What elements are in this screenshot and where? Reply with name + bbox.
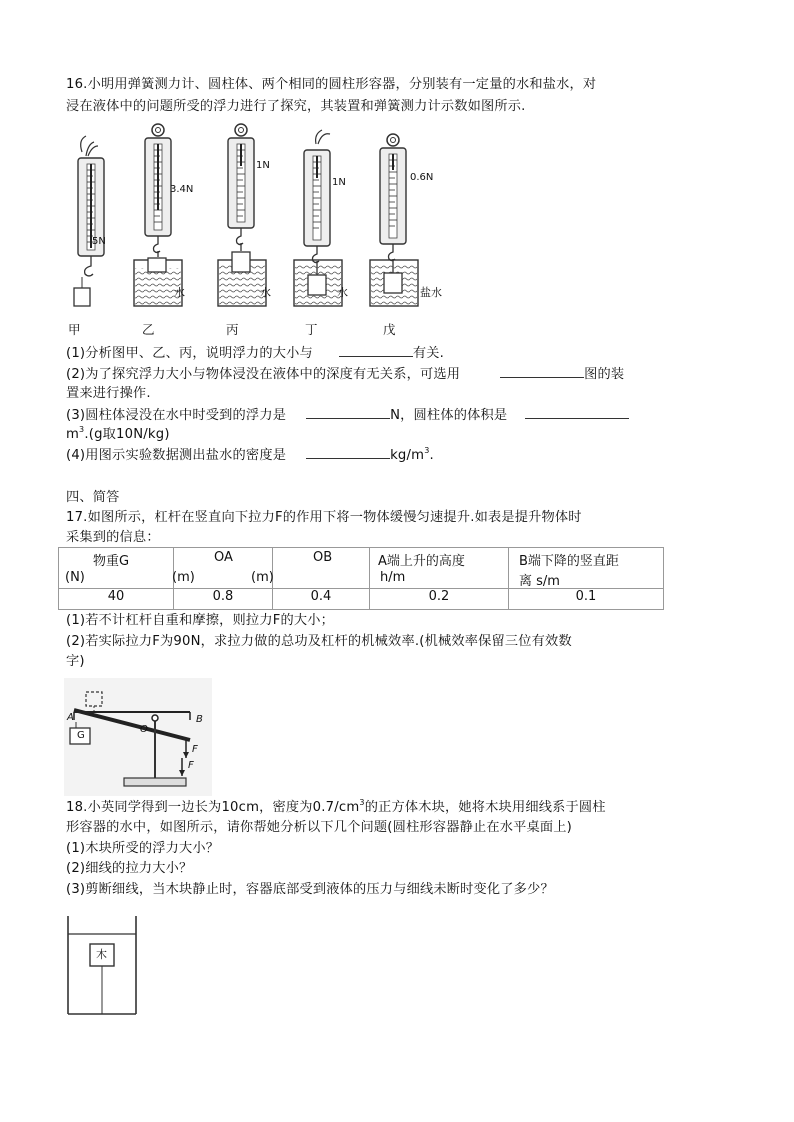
q16-sub2: (2)为了探究浮力大小与物体浸没在液体中的深度有无关系，可选用 图的装 <box>66 367 625 382</box>
q16-sub2-cont: 置来进行操作. <box>66 386 151 401</box>
header-oa-unit: (m) <box>172 570 195 585</box>
cell-b: 0.1 <box>509 589 664 610</box>
q18-line1: 18.小英同学得到一边长为10cm，密度为$0.7/cm^3$的正方体木块，她将木块用细线系于圆柱 <box>66 798 606 815</box>
scale-wu <box>370 134 418 306</box>
label-yi: 乙 <box>142 322 155 337</box>
label-g: G <box>77 730 85 741</box>
label-ding: 丁 <box>305 322 318 337</box>
q16-sub3-blank2[interactable] <box>525 406 629 419</box>
q16-sub4: (4)用图示实验数据测出盐水的密度是 $kg/m^3$. <box>66 446 434 463</box>
q17-line2: 采集到的信息： <box>66 530 160 545</box>
q16-sub3-blank1[interactable] <box>306 406 390 419</box>
q16-sub3: (3)圆柱体浸没在水中时受到的浮力是 N，圆柱体的体积是 <box>66 406 629 425</box>
scale-yi <box>134 124 182 306</box>
header-b-unit: 离 s/m <box>519 574 560 589</box>
q18-sub3: (3)剪断细线，当木块静止时，容器底部受到液体的压力与细线未断时变化了多少？ <box>66 882 554 897</box>
reading-wu: 0.6N <box>410 172 434 183</box>
header-a-unit: h/m <box>380 570 406 585</box>
reading-jia: 5N <box>92 236 106 247</box>
q16-sub2-blank[interactable] <box>500 365 584 378</box>
q18-sub1: (1)木块所受的浮力大小？ <box>66 841 220 856</box>
q17-sub2-cont: 字) <box>66 654 85 669</box>
label-jia: 甲 <box>68 322 81 337</box>
q16-sub1: (1)分析图甲、乙、丙，说明浮力的大小与 有关. <box>66 346 445 361</box>
header-ob-unit: (m) <box>251 570 274 585</box>
scale-jia <box>74 136 104 306</box>
q16-sub4-blank[interactable] <box>306 446 390 459</box>
label-wu: 戊 <box>383 322 396 337</box>
lever-figure <box>64 678 212 796</box>
q18-line2: 形容器的水中，如图所示，请你帮她分析以下几个问题(圆柱形容器静止在水平桌面上) <box>66 820 573 835</box>
label-f1: F <box>192 744 198 755</box>
liquid-ding: 水 <box>337 286 348 299</box>
wood-block-label: 木 <box>96 948 107 961</box>
label-o: O <box>140 724 148 735</box>
cell-oa: 0.8 <box>174 589 273 610</box>
label-bing: 丙 <box>226 322 239 337</box>
label-b: B <box>196 714 203 725</box>
table-row <box>59 589 664 610</box>
header-b: B端下降的竖直距 <box>519 554 619 569</box>
cell-weight: 40 <box>59 589 174 610</box>
q16-line1: 16.小明用弹簧测力计、圆柱体、两个相同的圆柱形容器，分别装有一定量的水和盐水，对 <box>66 77 597 92</box>
liquid-yi: 水 <box>174 286 185 299</box>
header-weight: 物重G <box>93 554 130 569</box>
header-a: A端上升的高度 <box>378 554 465 569</box>
header-weight-unit: (N) <box>65 570 85 585</box>
section-title: 四、简答 <box>66 490 120 505</box>
q17-sub1: (1)若不计杠杆自重和摩擦，则拉力F的大小； <box>66 613 335 628</box>
table-header-row <box>59 548 664 589</box>
q17-line1: 17.如图所示，杠杆在竖直向下拉力F的作用下将一物体缓慢匀速提升.如表是提升物体时 <box>66 510 582 525</box>
liquid-bing: 水 <box>260 286 271 299</box>
reading-yi: 3.4N <box>170 184 194 195</box>
scale-bing <box>218 124 266 306</box>
cell-ob: 0.4 <box>273 589 370 610</box>
q18-sub2: (2)细线的拉力大小？ <box>66 861 193 876</box>
q16-line2: 浸在液体中的问题所受的浮力进行了探究，其装置和弹簧测力计示数如图所示. <box>66 99 526 114</box>
reading-bing: 1N <box>256 160 270 171</box>
q17-sub2: (2)若实际拉力F为90N，求拉力做的总功及杠杆的机械效率.(机械效率保留三位有效数 <box>66 634 572 649</box>
q16-sub3-cont: $m^3.(g$取10N/kg) <box>66 425 170 442</box>
scale-ding <box>294 130 342 306</box>
container-figure <box>66 914 138 1016</box>
lever-diagram <box>64 678 212 796</box>
label-f2: F <box>188 760 194 771</box>
header-oa: OA <box>214 550 233 565</box>
label-a: A <box>67 712 74 723</box>
cell-a: 0.2 <box>370 589 509 610</box>
header-ob: OB <box>313 550 333 565</box>
liquid-wu: 盐水 <box>420 286 442 299</box>
spring-scale-figure <box>60 120 460 338</box>
q16-sub1-blank[interactable] <box>339 344 413 357</box>
q17-data-table <box>58 547 664 610</box>
reading-ding: 1N <box>332 177 346 188</box>
